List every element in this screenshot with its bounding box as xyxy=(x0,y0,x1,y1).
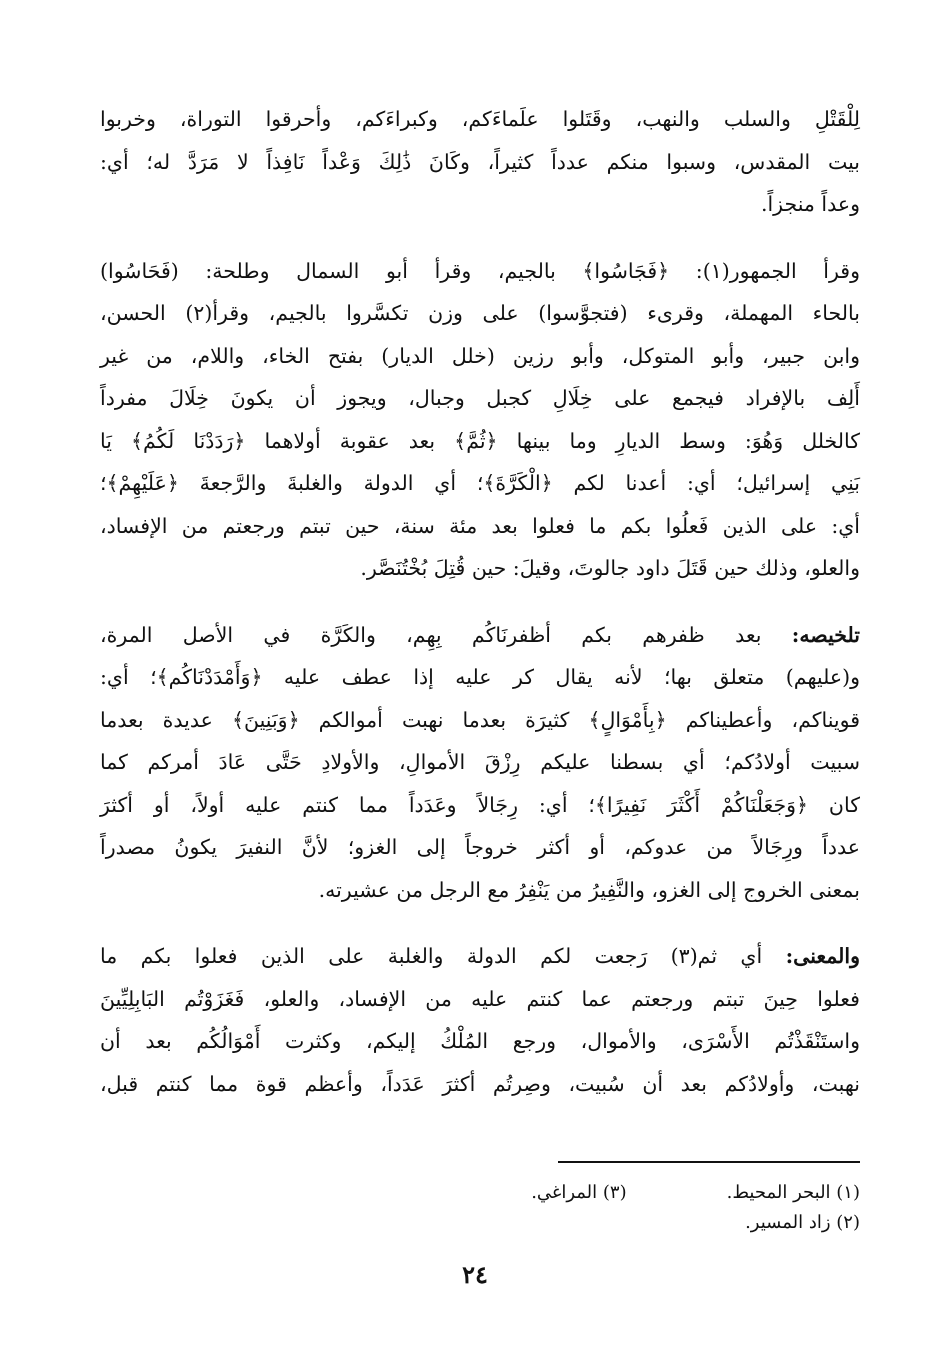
footnote-3: (٣) المراغي. xyxy=(531,1182,627,1203)
paragraph-meaning xyxy=(100,935,860,1105)
text-line: و(عليهم) متعلق بها؛ لأنه يقال كر عليه إذا عطف عليه ﴿وَأَمْدَدْنَاكُم﴾؛ أي: xyxy=(100,665,860,689)
text-line: واستَنْقَذْتُم الأَسْرَى، والأموال، ورجع المُلْكُ إليكم، وكثرت أَمْوَالُكُم بعد أن xyxy=(100,1029,860,1053)
text-line: وابن جبير، وأبو المتوكل، وأبو رزين (خلل الديار) بفتح الخاء، واللام، من غير xyxy=(100,343,860,368)
text-line: سبيت أولادُكم؛ أي بسطنا عليكم رِزْقَ الأموالِ، والأولادِ حَتَّى عَادَ أمركم كما xyxy=(100,750,860,774)
page-number: ٢٤ xyxy=(462,1260,488,1289)
text-run: بعد ظفرهم بكم أظفرنَاكُم بِهِم، والكَرَّة في الأصل المرة، xyxy=(100,622,792,647)
text-line: وعداً منجزاً. xyxy=(760,192,860,216)
paragraph-summary xyxy=(100,614,860,912)
text-line: كالخلل وَهُوَ: وسط الديارِ وما بينها ﴿ثُمَّ﴾ بعد عقوبة أولاهما ﴿رَدَدْنَا لَكُمُ﴾ يَا xyxy=(100,428,860,453)
footnote-1: (١) البحر المحيط. xyxy=(726,1182,860,1203)
paragraph-2 xyxy=(100,250,860,590)
footnote-separator xyxy=(558,1161,860,1163)
footnotes xyxy=(300,1178,860,1238)
text-line: بالحاء المهملة، وقرىء (فتجوَّسوا) على وزن تكسَّروا بالجيم، وقرأ(٢) الحسن، xyxy=(100,301,860,325)
text-line: نهبت، وأولادُكم بعد أن سُبيت، وصِرتُم أكثرَ عَدَداً، وأعظم قوة مما كنتم قبل، xyxy=(100,1071,860,1096)
text-line: أَلِف بالإفراد فيجمع على خِلَالِ كجبل وجبال، ويجوز أن يكونَ خِلَالَ مفرداً xyxy=(100,386,860,410)
text-line: أي: على الذين فَعلُوا بكم ما فعلوا بعد مئة سنة، حين تبتم ورجعتم من الإفساد، xyxy=(100,513,860,538)
text-line: بمعنى الخروج إلى الغزو، والنَّفِيرُ من يَنْفِرُ مع الرجل من عشيرته. xyxy=(318,877,860,902)
section-heading-summary: تلخيصه: xyxy=(791,622,860,647)
text-line: بَنِي إسرائيل؛ أي: أعدنا لكم ﴿الْكَرَّةَ﴾؛ أي الدولة والغلبةَ والرَّجعةَ ﴿عَلَيْهِمْ﴾؛ xyxy=(100,471,860,495)
text-line: قويناكم، وأعطيناكم ﴿بِأَمْوَالٍ﴾ كثيرَة بعدما نهبت أموالكم ﴿وَبَنِينَ﴾ عديدة بعدما xyxy=(100,707,860,732)
paragraph-1 xyxy=(100,98,860,226)
text-line: لِلْقَتْلِ والسلب والنهب، وقَتَلوا علَماءَكم، وكبراءَكم، وأحرقوا التوراة، وخربوا xyxy=(100,107,860,131)
page-body xyxy=(100,98,860,1105)
text-line: فعلوا حِينَ تبتم ورجعتم عما كنتم عليه من الإفساد، والعلو، فَغَزَوْتُم البَابِلِيِّينَ xyxy=(100,986,860,1011)
text-line: بيت المقدس، وسبوا منكم عدداً كثيراً، وكَانَ ذَٰلِكَ وَعْداً نَافِذاً لا مَرَدَّ له؛ أي: xyxy=(100,149,860,174)
text-run: أي ثم(٣) رَجعت لكم الدولة والغلبة على الذين فعلوا بكم ما xyxy=(100,944,786,968)
text-line xyxy=(100,614,860,657)
footnote-2: (٢) زاد المسير. xyxy=(745,1212,860,1233)
text-line: وقرأ الجمهور(١): ﴿فَجَاسُوا﴾ بالجيم، وقرأ أبو السمال وطلحة: (فَحَاسُوا) xyxy=(100,258,860,283)
text-line xyxy=(100,935,860,978)
text-line: كان ﴿وَجَعَلْنَاكُمْ أَكْثَرَ نَفِيرًا﴾؛ أي: رِجَالاً وعَدَداً مما كنتم عليه أولاً، أو أكثرَ xyxy=(100,792,860,817)
text-line: عدداً ورِجَالاً من عدوكم، أو أكثر خروجاً إلى الغزو؛ لأنَّ النفيرَ يكونُ مصدراً xyxy=(100,835,860,859)
section-heading-meaning: والمعنى: xyxy=(785,944,861,968)
text-line: والعلو، وذلك حين قَتَلَ داود جالوتَ، وقيلَ: حين قُتِلَ بُخْتُنَصَّر. xyxy=(360,556,860,580)
